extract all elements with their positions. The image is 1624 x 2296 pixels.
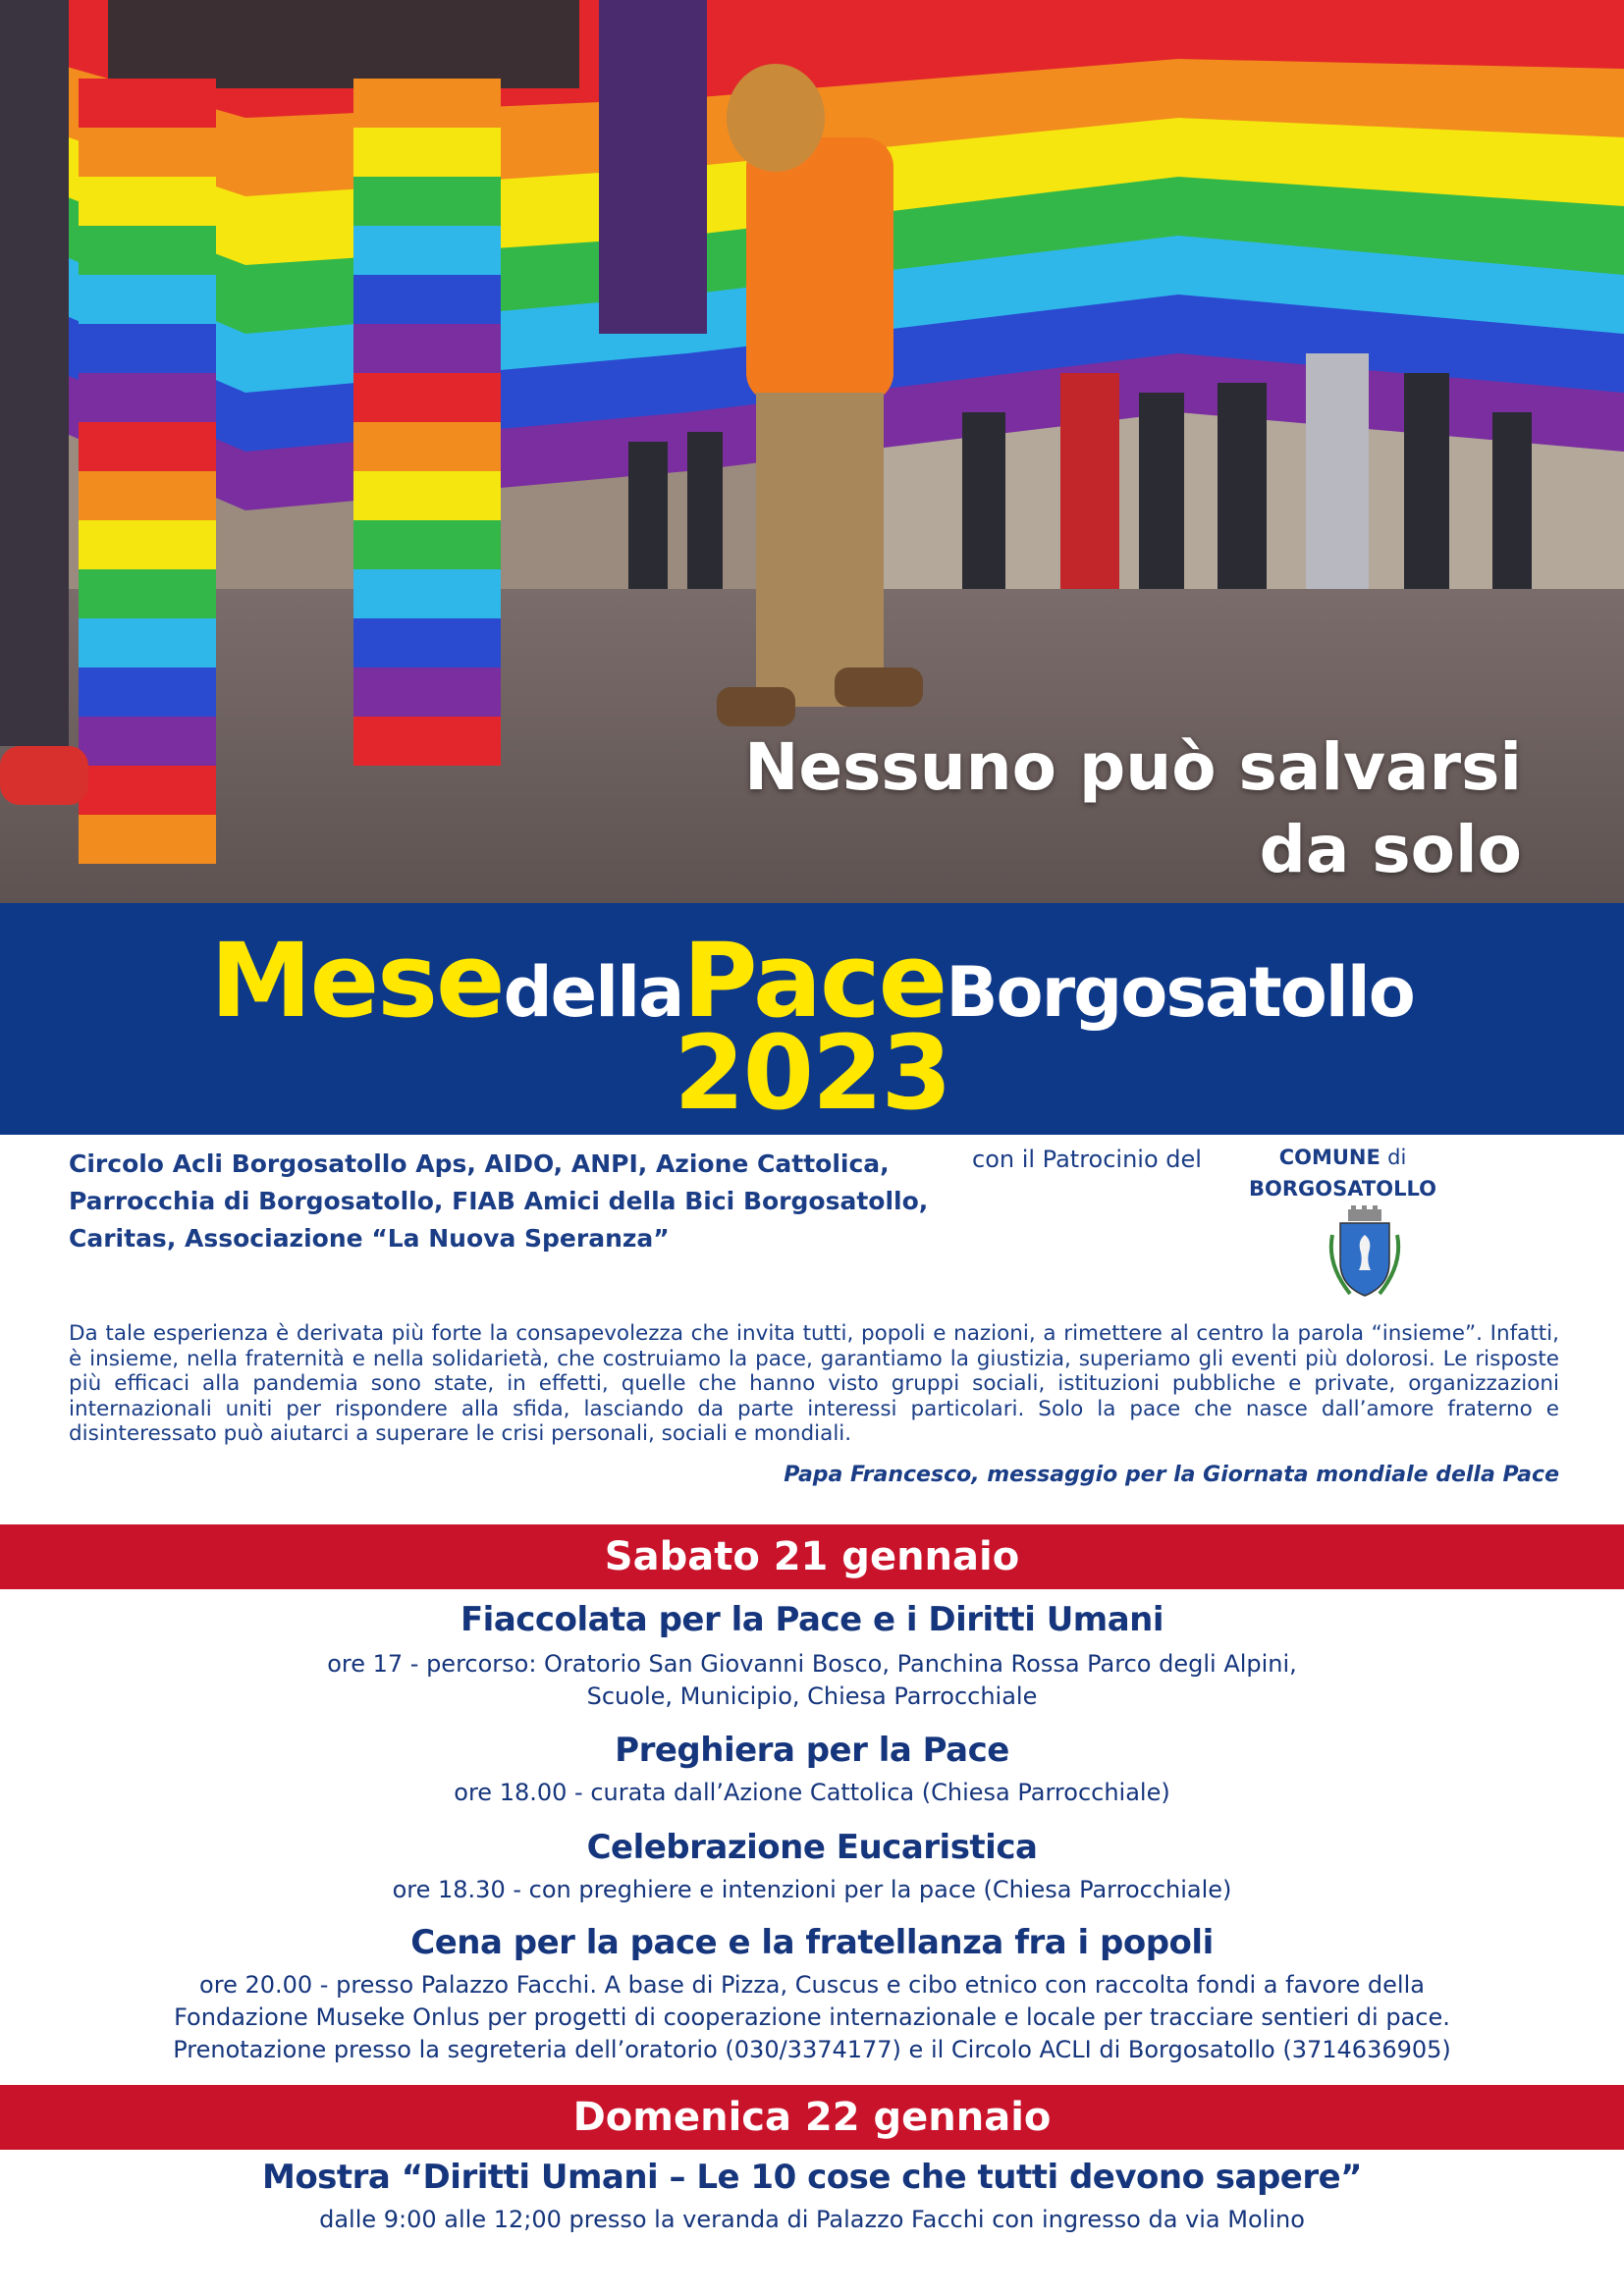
comune-word: COMUNE bbox=[1278, 1146, 1380, 1169]
patronage-label: con il Patrocinio del bbox=[972, 1146, 1202, 1173]
tagline-line-2: da solo bbox=[1259, 812, 1522, 887]
tagline-line-1: Nessuno può salvarsi bbox=[744, 729, 1522, 805]
hero-tagline bbox=[744, 726, 1522, 891]
hero-photo bbox=[0, 0, 1624, 903]
organizers-line-1: Circolo Acli Borgosatollo Aps, AIDO, ANPI, Azione Cattolica, bbox=[69, 1149, 890, 1178]
day-header-domenica: Domenica 22 gennaio bbox=[0, 2085, 1624, 2150]
event-title-celebrazione: Celebrazione Eucaristica bbox=[586, 1828, 1038, 1867]
title-word-mese: Mese bbox=[210, 921, 504, 1041]
title-word-della: della bbox=[503, 952, 683, 1033]
event-detail-cena-1: ore 20.00 - presso Palazzo Facchi. A base di Pizza, Cuscus e cibo etnico con raccolta fondi a favore della bbox=[199, 1971, 1425, 1999]
organizers-line-3: Caritas, Associazione “La Nuova Speranza” bbox=[69, 1224, 670, 1253]
event-title-preghiera: Preghiera per la Pace bbox=[615, 1731, 1009, 1770]
event-detail-fiaccolata-2: Scuole, Municipio, Chiesa Parrocchiale bbox=[586, 1682, 1038, 1710]
event-detail-celebrazione: ore 18.30 - con preghiere e intenzioni per la pace (Chiesa Parrocchiale) bbox=[392, 1876, 1232, 1903]
event-detail-fiaccolata-1: ore 17 - percorso: Oratorio San Giovanni Bosco, Panchina Rossa Parco degli Alpini, bbox=[327, 1650, 1297, 1678]
event-title-cena: Cena per la pace e la fratellanza fra i popoli bbox=[410, 1923, 1214, 1962]
title-year: 2023 bbox=[674, 1013, 950, 1133]
comune-crest-icon bbox=[1321, 1205, 1409, 1304]
title-band bbox=[0, 903, 1624, 1135]
event-detail-preghiera: ore 18.00 - curata dall’Azione Cattolica (Chiesa Parrocchiale) bbox=[454, 1779, 1170, 1806]
pope-quote: Da tale esperienza è derivata più forte la consapevolezza che invita tutti, popoli e nazioni, a rimettere al centro la parola “insieme”. Infatti, è insieme, nella fraternità e nella solidarietà, che costruiamo la pace, garantiamo la giustizia, superiamo gli eventi più dolorosi. Le risposte più efficaci alla pandemia sono state, in effetti, quelle che hanno visto gruppi sociali, istituzioni pubbliche e private, organizzazioni internazionali uniti per rispondere alla sfida, lasciando da parte interessi particolari. Solo la pace che nasce dall’amore fraterno e disinteressato può aiutarci a superare le crisi personali, sociali e mondiali. bbox=[69, 1321, 1559, 1446]
comune-name bbox=[1242, 1142, 1443, 1204]
comune-di: di bbox=[1387, 1146, 1407, 1169]
title-word-pace: Pace bbox=[682, 921, 947, 1041]
organizers-line-2: Parrocchia di Borgosatollo, FIAB Amici della Bici Borgosatollo, bbox=[69, 1187, 929, 1215]
event-title-mostra: Mostra “Diritti Umani – Le 10 cose che tutti devono sapere” bbox=[261, 2158, 1363, 2197]
event-title-fiaccolata: Fiaccolata per la Pace e i Diritti Umani bbox=[460, 1600, 1164, 1639]
event-detail-cena-3: Prenotazione presso la segreteria dell’oratorio (030/3374177) e il Circolo ACLI di Borgosatollo (3714636905) bbox=[173, 2036, 1451, 2063]
event-detail-cena-2: Fondazione Museke Onlus per progetti di cooperazione internazionale e locale per tracciare sentieri di pace. bbox=[174, 2003, 1450, 2031]
comune-town: BORGOSATOLLO bbox=[1249, 1177, 1436, 1201]
day-header-sabato: Sabato 21 gennaio bbox=[0, 1524, 1624, 1589]
event-detail-mostra: dalle 9:00 alle 12;00 presso la veranda di Palazzo Facchi con ingresso da via Molino bbox=[319, 2206, 1305, 2233]
organizers-list bbox=[69, 1146, 933, 1257]
title-word-town: Borgosatollo bbox=[946, 952, 1414, 1033]
quote-author: Papa Francesco, messaggio per la Giornata mondiale della Pace bbox=[784, 1463, 1559, 1487]
